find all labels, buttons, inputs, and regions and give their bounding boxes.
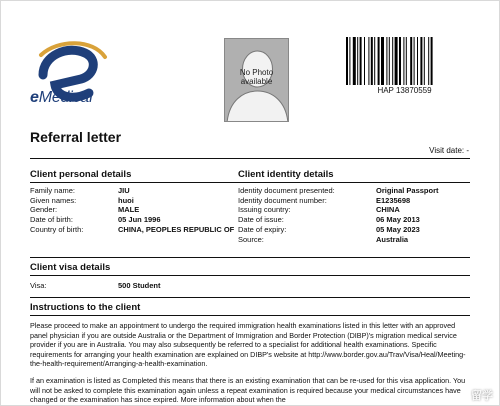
detail-row	[30, 196, 234, 206]
logo-wordmark	[30, 89, 92, 107]
detail-row	[238, 205, 439, 215]
detail-value: Original Passport	[376, 186, 439, 195]
detail-value: JIU	[118, 186, 130, 195]
detail-label: Date of issue:	[238, 215, 284, 225]
photo-placeholder	[224, 38, 289, 122]
detail-value: Australia	[376, 234, 409, 244]
divider	[30, 257, 470, 258]
detail-row	[30, 225, 234, 235]
detail-label: Date of expiry:	[238, 224, 287, 234]
identity-details-heading: Client identity details	[238, 169, 334, 180]
identity-details-list	[238, 186, 439, 244]
page-title: Referral letter	[30, 129, 122, 145]
detail-row	[238, 225, 439, 235]
detail-label: Given names:	[30, 195, 77, 205]
photo-caption-line1: No Photo	[239, 68, 274, 77]
detail-row	[30, 281, 161, 291]
detail-row	[30, 186, 234, 196]
logo-prefix: e	[30, 89, 39, 106]
detail-value: MALE	[118, 205, 140, 215]
detail-value: huoi	[118, 195, 134, 205]
detail-label: Visa:	[30, 281, 47, 290]
logo-word: Medical	[38, 89, 93, 106]
visa-details-list	[30, 281, 161, 291]
photo-caption	[225, 68, 288, 86]
detail-row	[238, 196, 439, 206]
visa-details-heading: Client visa details	[30, 262, 111, 273]
divider	[30, 182, 470, 183]
instructions-paragraph-2: If an examination is listed as Completed this means that there is an existing examination that can be re-used for this visa application. You will not be asked to complete this examination again unless a repeat examination is required because your medical circumstances have changed or the examination has since expired. More information about when the	[30, 376, 466, 405]
detail-value: CHINA, PEOPLES REPUBLIC OF	[118, 224, 235, 234]
detail-row	[238, 235, 439, 245]
barcode-number: HAP 13870559	[377, 86, 432, 95]
detail-value: 06 May 2013	[376, 215, 420, 225]
detail-label: Issuing country:	[238, 205, 291, 215]
detail-value: 500 Student	[118, 281, 161, 290]
detail-value: CHINA	[376, 205, 400, 215]
detail-label: Date of birth:	[30, 215, 73, 225]
divider	[30, 275, 470, 276]
personal-details-list	[30, 186, 234, 235]
detail-label: Country of birth:	[30, 224, 84, 234]
divider	[30, 158, 470, 159]
barcode-icon	[346, 37, 463, 85]
instructions-paragraph-1: Please proceed to make an appointment to undergo the required immigration health examinations listed in this letter with an approved panel physician if you are outside Australia or the Department of Immigration and Border Protection (DIBP)'s migration medical service provider if you are in Australia. You may also subsequently be referred to a specialist for additional health examinations. Specific requirements for arranging your health examination are explained on DIBP's website at http://www.border.gov.au/Trav/Visa/Heal/Meeting-the-health-requirement/Arranging-a-health-examination.	[30, 321, 466, 369]
detail-label: Source:	[238, 234, 264, 244]
detail-label: Identity document number:	[238, 195, 327, 205]
detail-value: E1235698	[376, 195, 411, 205]
detail-row	[238, 215, 439, 225]
detail-row	[30, 215, 234, 225]
detail-label: Identity document presented:	[238, 186, 335, 195]
detail-row	[238, 186, 439, 196]
detail-label: Gender:	[30, 205, 58, 215]
detail-label: Family name:	[30, 186, 76, 195]
detail-value: 05 May 2023	[376, 224, 420, 234]
personal-details-heading: Client personal details	[30, 169, 132, 180]
divider	[30, 297, 470, 298]
photo-caption-line2: available	[240, 77, 273, 86]
visit-date: Visit date: -	[429, 146, 469, 155]
detail-row	[30, 205, 234, 215]
instructions-heading: Instructions to the client	[30, 302, 141, 313]
divider	[30, 315, 470, 316]
detail-value: 05 Jun 1996	[118, 215, 161, 225]
watermark: 留学	[471, 390, 493, 402]
